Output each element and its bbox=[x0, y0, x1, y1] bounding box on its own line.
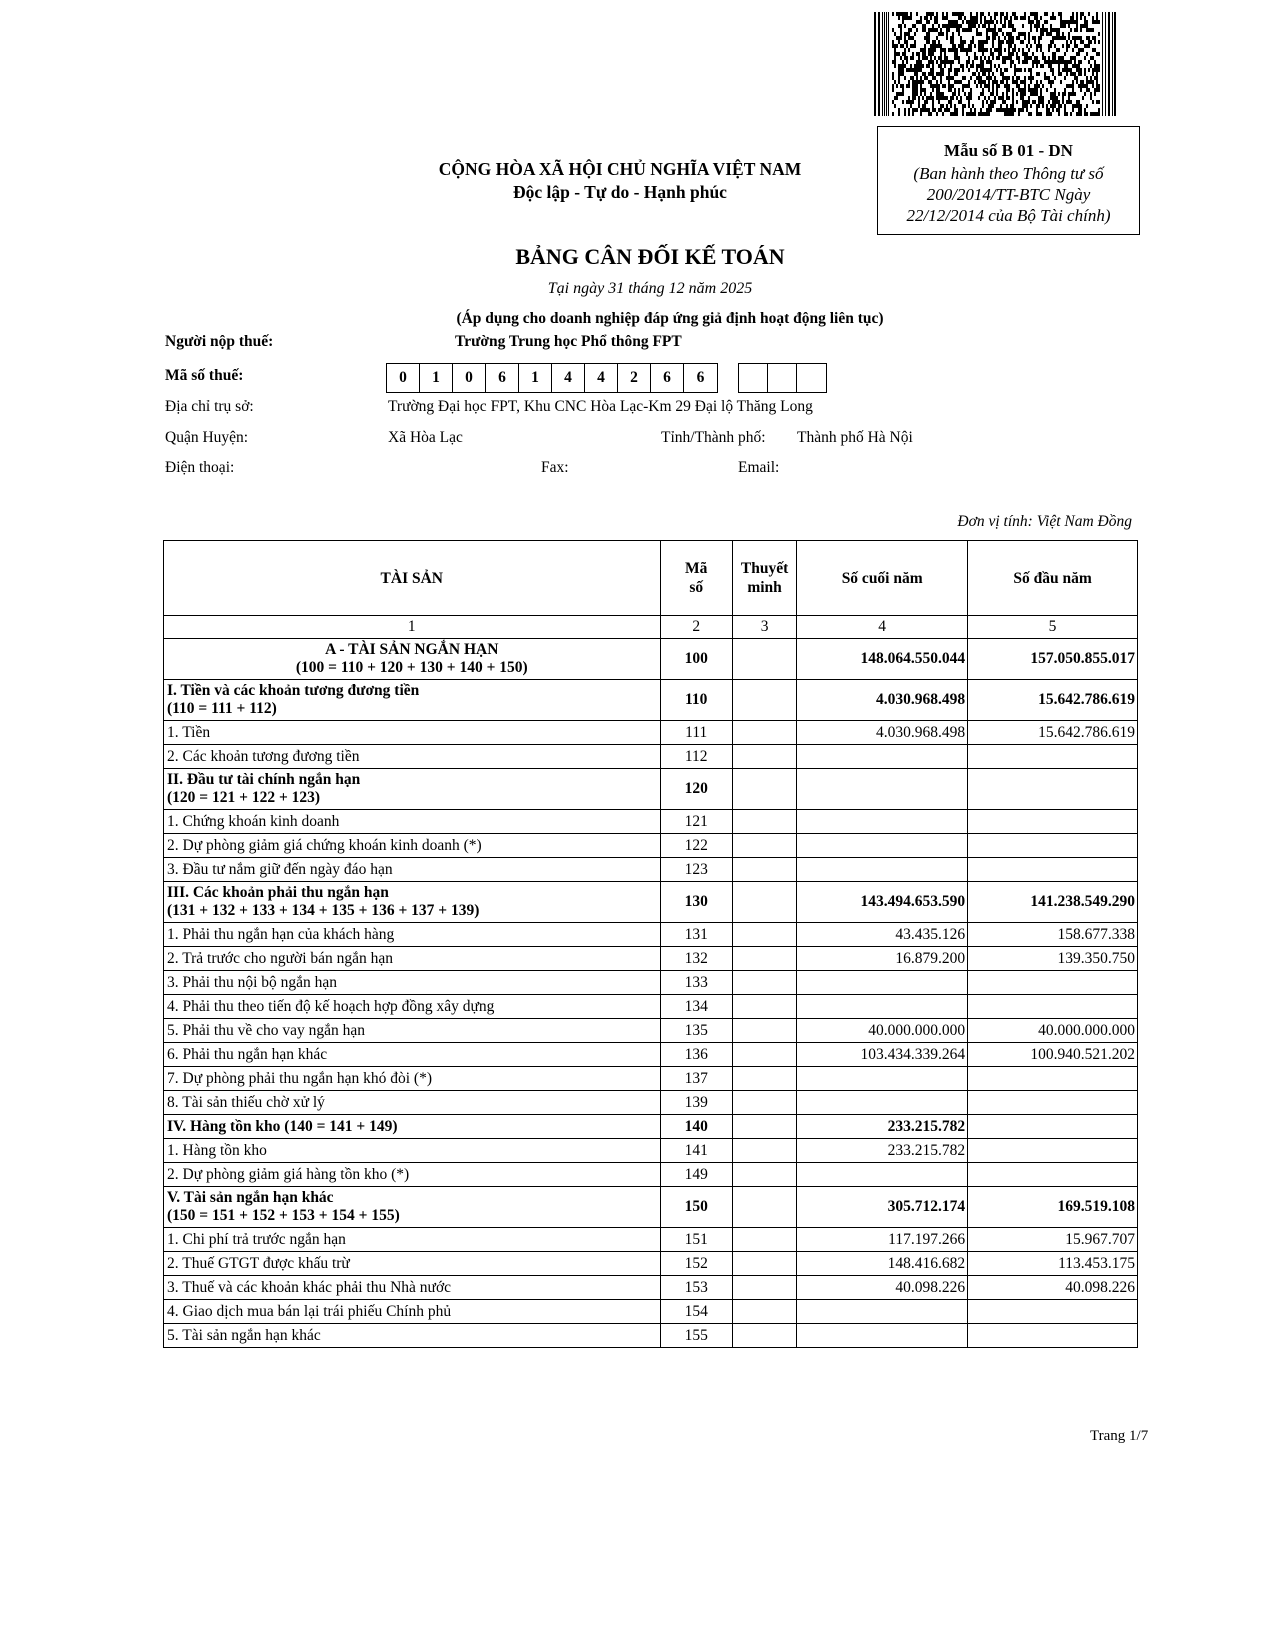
currency-unit: Đơn vị tính: Việt Nam Đồng bbox=[957, 513, 1132, 530]
fax-label: Fax: bbox=[541, 459, 569, 476]
form-code-box bbox=[877, 126, 1140, 235]
header-notes-label: Thuyết minh bbox=[740, 560, 789, 596]
row-code: 132 bbox=[660, 947, 732, 971]
row-code: 111 bbox=[660, 721, 732, 745]
header-assets: TÀI SẢN bbox=[164, 541, 661, 616]
row-name-line: 1. Hàng tồn kho bbox=[167, 1141, 267, 1159]
row-note bbox=[732, 1187, 796, 1228]
row-note bbox=[732, 1019, 796, 1043]
row-code: 150 bbox=[660, 1187, 732, 1228]
column-index-row bbox=[164, 616, 1138, 639]
row-name bbox=[164, 1115, 661, 1139]
table-row bbox=[164, 1091, 1138, 1115]
table-row bbox=[164, 745, 1138, 769]
row-note bbox=[732, 995, 796, 1019]
table-row bbox=[164, 834, 1138, 858]
row-formula: (110 = 111 + 112) bbox=[167, 700, 277, 717]
row-year-end-value bbox=[797, 810, 968, 834]
row-year-end-value: 40.000.000.000 bbox=[797, 1019, 968, 1043]
table-row bbox=[164, 858, 1138, 882]
table-row bbox=[164, 1019, 1138, 1043]
table-row bbox=[164, 1187, 1138, 1228]
row-name-line: 1. Tiền bbox=[167, 723, 211, 741]
row-year-begin-value bbox=[968, 995, 1138, 1019]
row-name bbox=[164, 1300, 661, 1324]
tax-code-digit: 0 bbox=[387, 364, 420, 392]
row-year-begin-value: 158.677.338 bbox=[968, 923, 1138, 947]
tax-code-digit: 4 bbox=[585, 364, 618, 392]
row-code: 123 bbox=[660, 858, 732, 882]
row-year-end-value bbox=[797, 1324, 968, 1348]
row-name bbox=[164, 639, 661, 680]
row-year-begin-value: 139.350.750 bbox=[968, 947, 1138, 971]
table-row bbox=[164, 923, 1138, 947]
row-name bbox=[164, 1276, 661, 1300]
row-code: 135 bbox=[660, 1019, 732, 1043]
row-name bbox=[164, 882, 661, 923]
row-code: 134 bbox=[660, 995, 732, 1019]
row-note bbox=[732, 882, 796, 923]
row-name-line: 2. Trả trước cho người bán ngắn hạn bbox=[167, 949, 394, 967]
row-note bbox=[732, 1043, 796, 1067]
row-year-begin-value bbox=[968, 810, 1138, 834]
row-year-begin-value: 15.642.786.619 bbox=[968, 680, 1138, 721]
row-note bbox=[732, 923, 796, 947]
column-index: 1 bbox=[164, 616, 661, 639]
table-row bbox=[164, 721, 1138, 745]
row-name-line: 4. Phải thu theo tiến độ kế hoạch hợp đồng xây dựng bbox=[167, 997, 495, 1015]
row-name-line: 3. Thuế và các khoản khác phải thu Nhà nước bbox=[167, 1278, 452, 1296]
row-year-end-value bbox=[797, 858, 968, 882]
tax-code-main bbox=[386, 363, 718, 393]
row-year-begin-value bbox=[968, 1300, 1138, 1324]
row-year-begin-value bbox=[968, 745, 1138, 769]
row-formula: (120 = 121 + 122 + 123) bbox=[167, 789, 321, 806]
barcode-image bbox=[874, 12, 1116, 116]
row-year-end-value bbox=[797, 834, 968, 858]
row-note bbox=[732, 1139, 796, 1163]
row-year-end-value bbox=[797, 769, 968, 810]
address-label: Địa chỉ trụ sở: bbox=[165, 398, 254, 415]
row-name bbox=[164, 680, 661, 721]
row-year-end-value bbox=[797, 745, 968, 769]
row-name-line: 3. Phải thu nội bộ ngắn hạn bbox=[167, 973, 338, 991]
address-value: Trường Đại học FPT, Khu CNC Hòa Lạc-Km 29 Đại lộ Thăng Long bbox=[388, 398, 813, 415]
row-name bbox=[164, 834, 661, 858]
national-heading-line1: CỘNG HÒA XÃ HỘI CHỦ NGHĨA VIỆT NAM bbox=[438, 159, 802, 179]
row-code: 136 bbox=[660, 1043, 732, 1067]
row-year-begin-value bbox=[968, 858, 1138, 882]
row-note bbox=[732, 1276, 796, 1300]
row-name bbox=[164, 1252, 661, 1276]
row-note bbox=[732, 745, 796, 769]
table-row bbox=[164, 1115, 1138, 1139]
table-row bbox=[164, 995, 1138, 1019]
form-code: Mẫu số B 01 - DN bbox=[944, 141, 1073, 160]
province-label: Tỉnh/Thành phố: bbox=[661, 429, 766, 446]
report-date: Tại ngày 31 tháng 12 năm 2025 bbox=[547, 280, 753, 297]
row-code: 149 bbox=[660, 1163, 732, 1187]
tax-code-digit: 1 bbox=[420, 364, 453, 392]
row-code: 100 bbox=[660, 639, 732, 680]
row-note bbox=[732, 1300, 796, 1324]
column-index: 3 bbox=[732, 616, 796, 639]
row-year-end-value: 148.064.550.044 bbox=[797, 639, 968, 680]
table-header-row bbox=[164, 541, 1138, 616]
row-year-begin-value bbox=[968, 769, 1138, 810]
tax-code-digit: 6 bbox=[651, 364, 684, 392]
row-year-end-value: 103.434.339.264 bbox=[797, 1043, 968, 1067]
row-year-begin-value: 100.940.521.202 bbox=[968, 1043, 1138, 1067]
table-row bbox=[164, 1163, 1138, 1187]
tax-code-suffix-digit bbox=[739, 364, 768, 392]
row-year-end-value: 4.030.968.498 bbox=[797, 680, 968, 721]
row-year-end-value: 117.197.266 bbox=[797, 1228, 968, 1252]
barcode-graphic bbox=[874, 12, 1116, 116]
row-code: 140 bbox=[660, 1115, 732, 1139]
row-name-line: 5. Tài sản ngắn hạn khác bbox=[167, 1326, 321, 1344]
row-year-begin-value: 40.000.000.000 bbox=[968, 1019, 1138, 1043]
row-name bbox=[164, 971, 661, 995]
table-row bbox=[164, 810, 1138, 834]
district-label: Quận Huyện: bbox=[165, 429, 249, 446]
row-year-begin-value: 157.050.855.017 bbox=[968, 639, 1138, 680]
row-name bbox=[164, 721, 661, 745]
row-name bbox=[164, 1163, 661, 1187]
row-year-end-value bbox=[797, 995, 968, 1019]
row-code: 112 bbox=[660, 745, 732, 769]
row-year-end-value: 305.712.174 bbox=[797, 1187, 968, 1228]
row-name bbox=[164, 1043, 661, 1067]
row-name-line: V. Tài sản ngắn hạn khác bbox=[167, 1189, 334, 1206]
row-name bbox=[164, 1067, 661, 1091]
row-name bbox=[164, 947, 661, 971]
tax-code-digit: 4 bbox=[552, 364, 585, 392]
row-name-line: I. Tiền và các khoản tương đương tiền bbox=[167, 682, 420, 699]
national-heading bbox=[380, 158, 860, 204]
row-note bbox=[732, 971, 796, 995]
tax-code-digit: 1 bbox=[519, 364, 552, 392]
row-year-end-value: 4.030.968.498 bbox=[797, 721, 968, 745]
row-code: 120 bbox=[660, 769, 732, 810]
column-index: 2 bbox=[660, 616, 732, 639]
table-row bbox=[164, 1228, 1138, 1252]
row-name bbox=[164, 1019, 661, 1043]
row-code: 130 bbox=[660, 882, 732, 923]
row-note bbox=[732, 810, 796, 834]
row-year-end-value bbox=[797, 1091, 968, 1115]
row-code: 133 bbox=[660, 971, 732, 995]
row-year-end-value: 233.215.782 bbox=[797, 1139, 968, 1163]
page-number: Trang 1/7 bbox=[1090, 1428, 1149, 1444]
tax-code-boxes bbox=[386, 363, 827, 393]
row-code: 155 bbox=[660, 1324, 732, 1348]
row-year-end-value: 40.098.226 bbox=[797, 1276, 968, 1300]
row-name bbox=[164, 810, 661, 834]
balance-sheet-table bbox=[163, 540, 1138, 1348]
row-year-end-value: 143.494.653.590 bbox=[797, 882, 968, 923]
row-name-line: 1. Chứng khoán kinh doanh bbox=[167, 812, 340, 830]
row-year-begin-value: 15.642.786.619 bbox=[968, 721, 1138, 745]
table-row bbox=[164, 947, 1138, 971]
row-name-line: 6. Phải thu ngắn hạn khác bbox=[167, 1045, 328, 1063]
province-value: Thành phố Hà Nội bbox=[797, 429, 913, 446]
row-year-begin-value: 169.519.108 bbox=[968, 1187, 1138, 1228]
row-year-end-value: 43.435.126 bbox=[797, 923, 968, 947]
row-name bbox=[164, 1091, 661, 1115]
row-year-begin-value: 40.098.226 bbox=[968, 1276, 1138, 1300]
row-formula: (131 + 132 + 133 + 134 + 135 + 136 + 137 + 139) bbox=[167, 902, 480, 919]
row-name-line: 2. Thuế GTGT được khấu trừ bbox=[167, 1254, 350, 1272]
row-name bbox=[164, 1228, 661, 1252]
row-code: 154 bbox=[660, 1300, 732, 1324]
form-note bbox=[878, 163, 1139, 226]
table-row bbox=[164, 1139, 1138, 1163]
table-row bbox=[164, 1324, 1138, 1348]
national-heading-line2: Độc lập - Tự do - Hạnh phúc bbox=[513, 182, 727, 202]
row-year-begin-value bbox=[968, 1067, 1138, 1091]
row-code: 122 bbox=[660, 834, 732, 858]
row-year-begin-value bbox=[968, 834, 1138, 858]
table-row bbox=[164, 1276, 1138, 1300]
row-year-end-value bbox=[797, 971, 968, 995]
header-year-end: Số cuối năm bbox=[797, 541, 968, 616]
tax-code-digit: 0 bbox=[453, 364, 486, 392]
header-year-begin: Số đầu năm bbox=[968, 541, 1138, 616]
row-name-line: 1. Phải thu ngắn hạn của khách hàng bbox=[167, 925, 395, 943]
row-code: 152 bbox=[660, 1252, 732, 1276]
form-note-line: 22/12/2014 của Bộ Tài chính) bbox=[906, 206, 1111, 225]
phone-label: Điện thoại: bbox=[165, 459, 235, 476]
row-code: 141 bbox=[660, 1139, 732, 1163]
tax-code-digit: 2 bbox=[618, 364, 651, 392]
row-note bbox=[732, 1324, 796, 1348]
row-name-line: 2. Các khoản tương đương tiền bbox=[167, 747, 360, 765]
district-value: Xã Hòa Lạc bbox=[388, 429, 463, 446]
row-note bbox=[732, 769, 796, 810]
table-row bbox=[164, 882, 1138, 923]
document-title: BẢNG CÂN ĐỐI KẾ TOÁN bbox=[515, 244, 785, 269]
table-row bbox=[164, 680, 1138, 721]
row-name-line: 7. Dự phòng phải thu ngắn hạn khó đòi (*) bbox=[167, 1069, 432, 1087]
table-row bbox=[164, 971, 1138, 995]
row-note bbox=[732, 1067, 796, 1091]
row-note bbox=[732, 1163, 796, 1187]
tax-code-suffix bbox=[738, 363, 827, 393]
form-note-line: (Ban hành theo Thông tư số bbox=[913, 164, 1104, 183]
row-name bbox=[164, 1139, 661, 1163]
row-year-begin-value bbox=[968, 971, 1138, 995]
row-code: 151 bbox=[660, 1228, 732, 1252]
tax-code-digit: 6 bbox=[486, 364, 519, 392]
row-name bbox=[164, 995, 661, 1019]
tax-code-label: Mã số thuế: bbox=[165, 367, 244, 384]
row-name-line: 3. Đầu tư nắm giữ đến ngày đáo hạn bbox=[167, 860, 393, 878]
row-year-begin-value: 113.453.175 bbox=[968, 1252, 1138, 1276]
row-note bbox=[732, 1252, 796, 1276]
row-note bbox=[732, 947, 796, 971]
table-row bbox=[164, 1043, 1138, 1067]
tax-code-suffix-digit bbox=[768, 364, 797, 392]
taxpayer-name: Trường Trung học Phổ thông FPT bbox=[455, 333, 682, 350]
email-label: Email: bbox=[738, 459, 780, 476]
row-formula: (150 = 151 + 152 + 153 + 154 + 155) bbox=[167, 1207, 400, 1224]
row-year-end-value bbox=[797, 1067, 968, 1091]
table-row bbox=[164, 1252, 1138, 1276]
row-note bbox=[732, 680, 796, 721]
column-index: 4 bbox=[797, 616, 968, 639]
row-name bbox=[164, 745, 661, 769]
row-name-line: 2. Dự phòng giảm giá hàng tồn kho (*) bbox=[167, 1165, 410, 1183]
row-name-line: 2. Dự phòng giảm giá chứng khoán kinh doanh (*) bbox=[167, 836, 482, 854]
row-note bbox=[732, 1091, 796, 1115]
row-code: 121 bbox=[660, 810, 732, 834]
row-name bbox=[164, 858, 661, 882]
row-note bbox=[732, 834, 796, 858]
row-name-line: IV. Hàng tồn kho (140 = 141 + 149) bbox=[167, 1117, 398, 1135]
row-code: 139 bbox=[660, 1091, 732, 1115]
row-code: 153 bbox=[660, 1276, 732, 1300]
column-index: 5 bbox=[968, 616, 1138, 639]
row-year-end-value: 148.416.682 bbox=[797, 1252, 968, 1276]
row-name-line: 1. Chi phí trả trước ngắn hạn bbox=[167, 1230, 346, 1248]
row-note bbox=[732, 639, 796, 680]
row-code: 110 bbox=[660, 680, 732, 721]
row-name bbox=[164, 1187, 661, 1228]
row-name-line: 5. Phải thu về cho vay ngắn hạn bbox=[167, 1021, 366, 1039]
row-year-end-value: 233.215.782 bbox=[797, 1115, 968, 1139]
row-note bbox=[732, 858, 796, 882]
row-name bbox=[164, 1324, 661, 1348]
header-code-label: Mã số bbox=[685, 560, 708, 596]
form-note-line: 200/2014/TT-BTC Ngày bbox=[926, 185, 1091, 204]
row-note bbox=[732, 1228, 796, 1252]
row-year-begin-value bbox=[968, 1324, 1138, 1348]
table-row bbox=[164, 639, 1138, 680]
row-note bbox=[732, 1115, 796, 1139]
row-year-begin-value bbox=[968, 1115, 1138, 1139]
row-year-begin-value: 141.238.549.290 bbox=[968, 882, 1138, 923]
row-year-end-value: 16.879.200 bbox=[797, 947, 968, 971]
row-name-line: A - TÀI SẢN NGẮN HẠN bbox=[325, 641, 499, 658]
header-notes bbox=[732, 541, 796, 616]
tax-code-digit: 6 bbox=[696, 369, 705, 386]
row-name bbox=[164, 769, 661, 810]
row-formula: (100 = 110 + 120 + 130 + 140 + 150) bbox=[295, 659, 528, 676]
row-name-line: III. Các khoản phải thu ngắn hạn bbox=[167, 884, 389, 901]
row-code: 131 bbox=[660, 923, 732, 947]
header-code bbox=[660, 541, 732, 616]
row-year-begin-value: 15.967.707 bbox=[968, 1228, 1138, 1252]
row-year-begin-value bbox=[968, 1091, 1138, 1115]
row-name-line: 4. Giao dịch mua bán lại trái phiếu Chính phủ bbox=[167, 1302, 452, 1320]
applicability-note: (Áp dụng cho doanh nghiệp đáp ứng giả định hoạt động liên tục) bbox=[456, 310, 884, 327]
row-note bbox=[732, 721, 796, 745]
row-name-line: 8. Tài sản thiếu chờ xử lý bbox=[167, 1093, 325, 1111]
table-row bbox=[164, 1067, 1138, 1091]
row-code: 137 bbox=[660, 1067, 732, 1091]
row-name-line: II. Đầu tư tài chính ngắn hạn bbox=[167, 771, 361, 788]
row-year-end-value bbox=[797, 1300, 968, 1324]
row-year-begin-value bbox=[968, 1163, 1138, 1187]
tax-code-suffix-digit bbox=[797, 364, 826, 392]
row-name bbox=[164, 923, 661, 947]
row-year-begin-value bbox=[968, 1139, 1138, 1163]
table-row bbox=[164, 769, 1138, 810]
row-year-end-value bbox=[797, 1163, 968, 1187]
taxpayer-label: Người nộp thuế: bbox=[165, 333, 274, 350]
table-row bbox=[164, 1300, 1138, 1324]
